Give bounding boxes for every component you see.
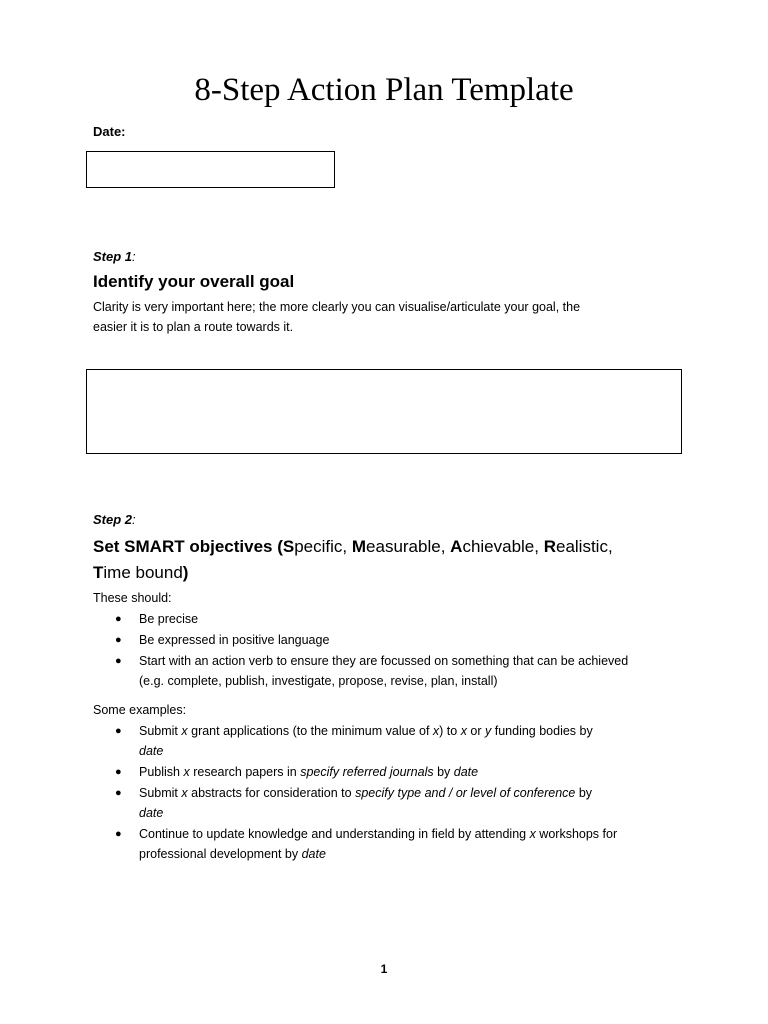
list-item: ● Submit x abstracts for consideration to specify type and / or level of conference by date [115, 786, 593, 820]
document-title: 8-Step Action Plan Template [194, 72, 574, 108]
goal-input-box[interactable] [86, 369, 682, 454]
step-2-heading: Set SMART objectives (Specific, Measurable, Achievable, Realistic, Time bound) [93, 537, 613, 582]
list-item: ● Publish x research papers in specify referred journals by date [115, 765, 479, 779]
step-1-label: Step 1: [93, 249, 136, 264]
date-label: Date: [93, 124, 126, 139]
date-input-box[interactable] [86, 151, 335, 188]
step-1-heading: Identify your overall goal [93, 272, 295, 291]
list-item: ● Submit x grant applications (to the minimum value of x) to x or y funding bodies by date [115, 724, 593, 758]
step-2-label: Step 2: [93, 512, 136, 527]
examples-intro: Some examples: [93, 703, 187, 717]
list-item: ● Be expressed in positive language [115, 633, 330, 647]
list-item: ● Start with an action verb to ensure they are focussed on something that can be achieved (e.g. complete, publish, investigate, propose, revise, plan, install) [115, 654, 629, 688]
page-number: 1 [380, 962, 388, 976]
list-item: ● Continue to update knowledge and understanding in field by attending x workshops for professional development by date [115, 827, 618, 861]
should-list [93, 609, 683, 692]
list-item: ● Be precise [115, 612, 199, 626]
step-2-intro: These should: [93, 591, 172, 605]
step-1-description: Clarity is very important here; the more clearly you can visualise/articulate your goal, the easier it is to plan a route towards it. [93, 300, 581, 334]
examples-list [93, 721, 683, 865]
